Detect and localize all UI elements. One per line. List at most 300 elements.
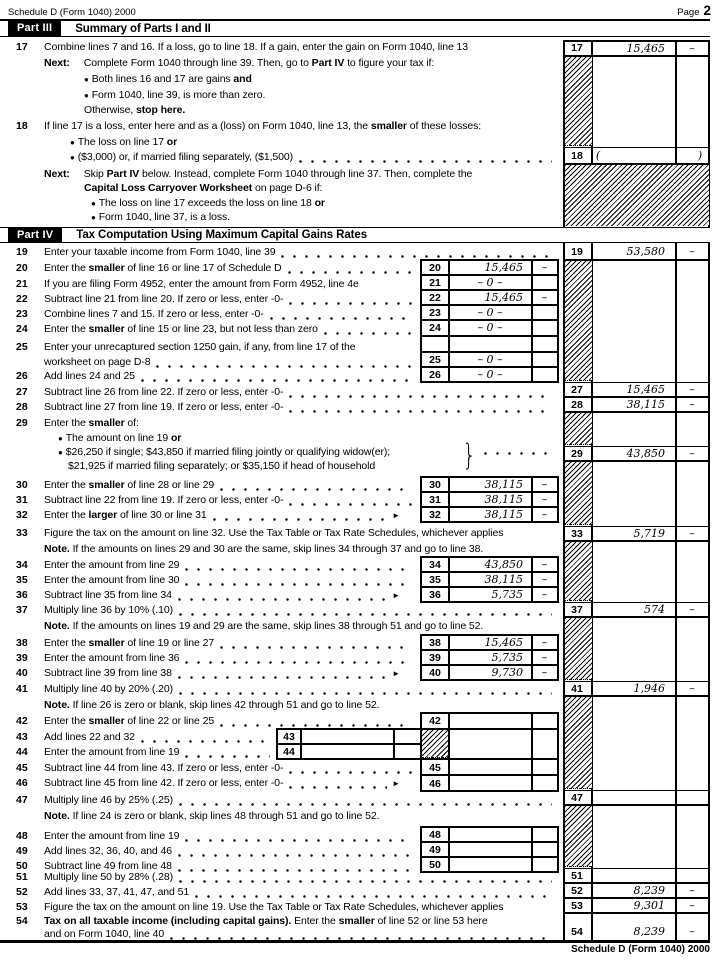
leader-dots: [288, 271, 412, 274]
form-text: smaller: [88, 479, 125, 491]
form-text: of:: [124, 417, 139, 429]
entry-cents-line-40[interactable]: –: [541, 666, 548, 679]
entry-amount-line-18[interactable]: [592, 148, 675, 163]
form-text: Figure the tax on the amount on line 32. Use the Tax Table or Tax Rate Schedules, whichever applies: [44, 527, 504, 539]
form-text: smaller: [338, 915, 375, 927]
part-iv-bar: [0, 227, 710, 243]
form-line-l49: [44, 845, 416, 858]
entry-cents-line-26[interactable]: [533, 368, 556, 381]
arrow-right-icon: ►: [392, 779, 400, 788]
box-line-number: 44: [283, 745, 295, 758]
entry-cents-line-46[interactable]: [533, 777, 556, 790]
line-number: 53: [16, 901, 28, 913]
form-text: Enter the: [44, 479, 89, 491]
bullet-icon: ●: [70, 137, 75, 147]
rule-line: [420, 601, 559, 603]
form-line-l46: [44, 777, 400, 790]
bullet-icon: ●: [70, 152, 75, 162]
form-text: Subtract line 49 from line 48: [44, 860, 172, 872]
entry-amount-line-23[interactable]: – 0 –: [477, 306, 503, 319]
leader-dots: [185, 839, 412, 842]
entry-cents-line-52[interactable]: –: [689, 884, 695, 897]
line-number: 45: [16, 762, 28, 774]
entry-cents-line-33[interactable]: –: [689, 527, 695, 540]
form-text: Note.: [44, 699, 70, 711]
entry-amount-line-44[interactable]: [302, 745, 392, 758]
rule-line: [557, 826, 559, 873]
form-line-l43: [44, 731, 274, 744]
form-line-l53: [44, 901, 558, 914]
box-line-number: 45: [429, 761, 441, 774]
rule-line: [420, 521, 559, 523]
form-line-note4: [44, 810, 558, 823]
form-text: stop here.: [136, 104, 186, 116]
entry-amount-line-34[interactable]: 43,850: [484, 558, 523, 571]
form-text: larger: [88, 509, 118, 521]
line-number: 46: [16, 777, 28, 789]
entry-cents-line-41[interactable]: –: [689, 682, 695, 695]
form-text: Figure the tax on the amount on line 19. Use the Tax Table or Tax Rate Schedules, whichever applies: [44, 901, 504, 913]
paren-close: ): [697, 149, 703, 162]
rule-line: [420, 335, 559, 337]
line-number: 26: [16, 370, 28, 382]
entry-amount-line-17[interactable]: 15,465: [626, 41, 665, 55]
form-line-l38: [44, 637, 416, 650]
line-number: 41: [16, 683, 28, 695]
form-text: smaller: [88, 715, 125, 727]
entry-amount-line-24[interactable]: – 0 –: [477, 321, 503, 334]
entry-amount-line-48[interactable]: [450, 828, 530, 841]
box-line-number: 22: [429, 291, 441, 304]
form-text: smaller: [370, 120, 407, 132]
form-text: $26,250 if single; $43,850 if married filing jointly or qualifying widow(er);: [65, 446, 391, 458]
entry-amount-line-31[interactable]: 38,115: [484, 493, 523, 506]
form-line-l18n1: [44, 168, 556, 181]
form-text: Add lines 33, 37, 41, 47, and 51: [44, 886, 190, 898]
page-header: [8, 3, 711, 18]
box-line-number: 25: [429, 353, 441, 366]
entry-amount-line-53[interactable]: 9,301: [633, 899, 665, 912]
leader-dots: [213, 518, 388, 521]
form-line-l18b4: [91, 211, 558, 224]
entry-amount-line-47[interactable]: [592, 791, 675, 804]
form-text: $21,925 if married filing separately; or $35,150 if head of household: [68, 460, 376, 472]
form-line-l29: [44, 417, 558, 430]
leader-dots: [299, 160, 552, 163]
line-number: 47: [16, 794, 28, 806]
entry-cents-line-24[interactable]: [533, 321, 556, 334]
form-text: Enter the amount from line 19: [44, 830, 180, 842]
entry-cents-line-48[interactable]: [533, 828, 556, 841]
rule-line: [708, 243, 710, 941]
form-line-l25b: [44, 356, 416, 369]
form-text: Enter the: [291, 915, 339, 927]
form-line-l18n2: [84, 182, 558, 195]
form-text: and on Form 1040, line 40: [44, 928, 165, 940]
bullet-icon: ●: [91, 212, 96, 222]
line-number: 23: [16, 308, 28, 320]
line-number: 21: [16, 278, 28, 290]
form-text: of line 22 or line 25: [124, 715, 215, 727]
hatched-area: [565, 697, 592, 789]
entry-cents-line-42[interactable]: [533, 714, 556, 727]
leader-dots: [141, 740, 270, 743]
entry-cents-line-17[interactable]: –: [689, 41, 695, 55]
form-line-l19: [44, 246, 556, 259]
form-text: Enter the amount from line 29: [44, 559, 180, 571]
form-text: Enter the: [44, 417, 89, 429]
leader-dots: [220, 724, 412, 727]
form-text: Subtract line 39 from line 38: [44, 667, 172, 679]
entry-amount-line-45[interactable]: [450, 761, 530, 774]
line-number: 25: [16, 341, 28, 353]
form-text: Subtract line 22 from line 19. If zero or less, enter -0-: [44, 494, 284, 506]
form-line-l27: [44, 386, 556, 399]
line-number: 38: [16, 637, 28, 649]
entry-amount-line-54[interactable]: 8,239: [633, 925, 665, 938]
box-line-number: 40: [429, 666, 441, 679]
entry-cents-line-54[interactable]: –: [689, 925, 695, 938]
entry-cents-line-29[interactable]: –: [689, 447, 695, 460]
box-line-number: 17: [571, 42, 583, 54]
box-line-number: 19: [571, 245, 583, 258]
box-line-number: 51: [571, 869, 583, 882]
form-text: ($3,000) or, if married filing separately, ($1,500): [77, 151, 294, 163]
leader-dots: [178, 854, 412, 857]
arrow-right-icon: ►: [392, 669, 400, 678]
form-line-l17b1: [84, 73, 558, 86]
entry-cents-line-25[interactable]: [533, 353, 556, 366]
hatched-area: [565, 57, 592, 146]
form-text: Enter the: [44, 262, 89, 274]
line-number: 35: [16, 574, 28, 586]
entry-cents-line-27[interactable]: –: [689, 383, 695, 396]
leader-dots: [170, 937, 552, 940]
entry-amount-line-28[interactable]: 38,115: [626, 398, 665, 411]
form-line-l45: [44, 762, 416, 775]
entry-amount-line-32[interactable]: 38,115: [484, 508, 523, 521]
entry-cents-line-49[interactable]: [533, 843, 556, 856]
leader-dots: [179, 613, 552, 616]
leader-dots: [289, 503, 412, 506]
form-text: Enter your taxable income from Form 1040, line 39: [44, 246, 276, 258]
leader-dots: [484, 452, 550, 455]
box-line-number: 54: [571, 926, 583, 938]
entry-amount-line-27[interactable]: 15,465: [626, 383, 665, 396]
form-text: smaller: [88, 637, 125, 649]
form-text: Add lines 24 and 25: [44, 370, 135, 382]
entry-amount-line-43[interactable]: [302, 730, 392, 743]
entry-cents-line-20[interactable]: –: [541, 261, 548, 274]
line-number: 31: [16, 494, 28, 506]
line-number: 40: [16, 667, 28, 679]
leader-dots: [289, 771, 412, 774]
form-text: Note.: [44, 543, 70, 555]
hatched-area: [565, 261, 592, 381]
entry-amount-line-19[interactable]: 53,580: [626, 245, 665, 258]
form-text: smaller: [88, 262, 125, 274]
leader-dots: [220, 488, 412, 491]
entry-amount-line-36[interactable]: 5,735: [491, 588, 523, 601]
box-line-number: 42: [429, 714, 441, 727]
entry-cents-line-39[interactable]: –: [541, 651, 548, 664]
form-line-l31: [44, 494, 416, 507]
leader-dots: [195, 895, 552, 898]
form-line-note3: [44, 699, 558, 712]
bullet-icon: ●: [84, 90, 89, 100]
form-text: Subtract line 44 from line 43. If zero or less, enter -0-: [44, 762, 284, 774]
entry-cents-line-18[interactable]: [676, 148, 708, 163]
form-text: If line 24 is zero or blank, skip lines 48 through 51 and go to line 52.: [69, 810, 380, 822]
form-line-l29b2a: [58, 446, 558, 459]
leader-dots: [156, 365, 412, 368]
form-line-l18b3: [91, 197, 558, 210]
leader-dots: [289, 410, 552, 413]
form-text: Multiply line 50 by 28% (.28): [44, 871, 173, 883]
hatched-area: [565, 806, 592, 867]
form-text: If line 26 is zero or blank, skip lines 42 through 51 and go to line 52.: [69, 699, 380, 711]
box-line-number: 23: [429, 306, 441, 319]
entry-amount-line-26[interactable]: – 0 –: [477, 368, 503, 381]
form-text: smaller: [88, 417, 125, 429]
form-text: Subtract line 35 from line 34: [44, 589, 172, 601]
hatched-area: [565, 542, 592, 601]
form-line-l47: [44, 794, 556, 807]
form-line-l54a: [44, 915, 558, 928]
box-line-number: 20: [429, 261, 441, 274]
form-line-l17next: [44, 57, 556, 70]
form-text: Combine lines 7 and 15. If zero or less, enter -0-: [44, 308, 264, 320]
form-line-l17: [44, 41, 556, 54]
box-line-number: 47: [571, 791, 583, 804]
bullet-icon: ●: [58, 447, 63, 457]
entry-cents-line-31[interactable]: –: [541, 493, 548, 506]
form-text: of line 28 or line 29: [124, 479, 215, 491]
line-number: 28: [16, 401, 28, 413]
leader-dots: [324, 332, 412, 335]
rule-line: [557, 556, 559, 603]
line-number: 24: [16, 323, 28, 335]
entry-cents-line-34[interactable]: –: [541, 558, 548, 571]
entry-cents-line-35[interactable]: –: [541, 573, 548, 586]
rule-line: [420, 774, 559, 776]
form-text: Enter the: [44, 715, 89, 727]
entry-amount-line-21[interactable]: – 0 –: [477, 276, 503, 289]
entry-amount-line-40[interactable]: 9,730: [491, 666, 523, 679]
line-number: 48: [16, 830, 28, 842]
entry-cents-line-23[interactable]: [533, 306, 556, 319]
box-line-number: 26: [429, 368, 441, 381]
form-text: Multiply line 40 by 20% (.20): [44, 683, 173, 695]
entry-cents-line-53[interactable]: –: [689, 899, 695, 912]
form-line-l40: [44, 667, 400, 680]
line-number: 49: [16, 845, 28, 857]
box-line-number: 50: [429, 858, 441, 871]
brace-symbol: }: [462, 438, 477, 472]
form-text: worksheet on page D-8: [44, 356, 151, 368]
form-line-l36: [44, 589, 400, 602]
line-number: 18: [16, 120, 28, 132]
entry-cents-line-19[interactable]: –: [689, 245, 695, 258]
entry-cents-line-45[interactable]: [533, 761, 556, 774]
entry-amount-line-35[interactable]: 38,115: [484, 573, 523, 586]
entry-amount-line-49[interactable]: [450, 843, 530, 856]
form-text: Capital Loss Carryover Worksheet: [84, 182, 253, 194]
box-line-number: 36: [429, 588, 441, 601]
box-line-number: 18: [571, 149, 583, 162]
form-line-l41: [44, 683, 556, 696]
entry-cents-line-30[interactable]: –: [541, 478, 548, 491]
form-text: Multiply line 36 by 10% (.10): [44, 604, 173, 616]
leader-dots: [185, 583, 412, 586]
box-line-number: 31: [429, 493, 441, 506]
entry-amount-line-30[interactable]: 38,115: [484, 478, 523, 491]
form-text: The amount on line 19: [65, 432, 171, 444]
line-number: 33: [16, 527, 28, 539]
form-text: Subtract line 26 from line 22. If zero or less, enter -0-: [44, 386, 284, 398]
form-line-l44: [44, 746, 274, 759]
form-text: Both lines 16 and 17 are gains: [91, 73, 234, 85]
form-text: Part IV: [106, 168, 140, 180]
form-line-l18b2: [70, 151, 556, 164]
rule-line: [420, 381, 559, 383]
entry-amount-line-33[interactable]: 5,719: [633, 527, 665, 540]
entry-amount-line-52[interactable]: 8,239: [633, 884, 665, 897]
form-text: Part IV: [311, 57, 345, 69]
part-iii-label: Part III: [8, 21, 61, 36]
form-text: Combine lines 7 and 16. If a loss, go to line 18. If a gain, enter the gain on Form 1040, line 13: [44, 41, 468, 53]
entry-amount-line-37[interactable]: 574: [644, 603, 665, 616]
form-text: to figure your tax if:: [344, 57, 435, 69]
entry-cents-line-32[interactable]: –: [541, 508, 548, 521]
entry-amount-line-29[interactable]: 43,850: [626, 447, 665, 460]
leader-dots: [178, 676, 387, 679]
page-footer: Schedule D (Form 1040) 2000: [571, 944, 710, 955]
form-text: Form 1040, line 37, is a loss.: [98, 211, 230, 223]
entry-cents-line-44[interactable]: [394, 745, 419, 758]
box-line-number: 27: [571, 383, 583, 396]
page-number: 2: [703, 3, 711, 18]
box-line-number: 41: [571, 682, 583, 695]
box-line-number: 32: [429, 508, 441, 521]
entry-cents-line-21[interactable]: [533, 276, 556, 289]
box-line-number: 39: [429, 651, 441, 664]
form-line-l35: [44, 574, 416, 587]
entry-cents-line-22[interactable]: –: [541, 291, 548, 304]
form-line-note2: [44, 620, 558, 633]
box-line-number: 29: [571, 447, 583, 460]
form-text: Note.: [44, 620, 70, 632]
form-text: Subtract line 21 from line 20. If zero or less, enter -0-: [44, 293, 284, 305]
hatched-area: [565, 413, 592, 445]
entry-cents-line-37[interactable]: –: [689, 603, 695, 616]
entry-amount-line-20[interactable]: 15,465: [484, 261, 523, 274]
form-line-l37: [44, 604, 556, 617]
form-text: or: [170, 432, 182, 444]
form-text: Multiply line 46 by 25% (.25): [44, 794, 173, 806]
form-text: or: [166, 136, 178, 148]
entry-cents-line-50[interactable]: [533, 858, 556, 871]
form-text: The loss on line 17: [77, 136, 167, 148]
form-line-l23: [44, 308, 416, 321]
form-line-l34: [44, 559, 416, 572]
part-iii-title: Summary of Parts I and II: [75, 22, 211, 35]
form-text: Otherwise,: [84, 104, 136, 116]
entry-amount-line-42[interactable]: [450, 714, 530, 727]
entry-amount-line-38[interactable]: 15,465: [484, 636, 523, 649]
box-line-number: 43: [283, 730, 295, 743]
hatched-area: [422, 730, 448, 758]
entry-cents-line-51[interactable]: [676, 869, 708, 882]
line-number: 36: [16, 589, 28, 601]
form-text: Complete Form 1040 through line 39. Then, go to: [83, 57, 312, 69]
entry-amount-line-46[interactable]: [450, 777, 530, 790]
leader-dots: [179, 803, 552, 806]
entry-amount-line-41[interactable]: 1,946: [633, 682, 665, 695]
line-number: 52: [16, 886, 28, 898]
line-number: 20: [16, 262, 28, 274]
box-line-number: 48: [429, 828, 441, 841]
entry-cents-line-47[interactable]: [676, 791, 708, 804]
leader-dots: [179, 880, 552, 883]
line-number: 30: [16, 479, 28, 491]
hatched-area: [565, 165, 709, 226]
form-line-l33: [44, 527, 558, 540]
form-text: Enter the: [44, 509, 89, 521]
leader-dots: [281, 255, 552, 258]
form-text: Next:: [44, 168, 70, 180]
form-text: Subtract line 27 from line 19. If zero or less, enter -0-: [44, 401, 284, 413]
line-number: 22: [16, 293, 28, 305]
rule-line: [0, 19, 710, 21]
entry-amount-line-25[interactable]: – 0 –: [477, 353, 503, 366]
entry-amount-line-22[interactable]: 15,465: [484, 291, 523, 304]
form-text: of line 30 or line 31: [117, 509, 207, 521]
rule-line: [675, 243, 677, 941]
bullet-icon: ●: [58, 433, 63, 443]
form-line-l39: [44, 652, 416, 665]
line-number: 39: [16, 652, 28, 664]
form-text: If the amounts on lines 19 and 29 are the same, skip lines 38 through 51 and go to line 52.: [69, 620, 484, 632]
rule-line: [420, 790, 559, 792]
form-text: of line 15 or line 23, but not less than zero: [124, 323, 318, 335]
form-line-l52: [44, 886, 556, 899]
entry-amount-line-39[interactable]: 5,735: [491, 651, 523, 664]
form-line-l28: [44, 401, 556, 414]
form-text: of line 16 or line 17 of Schedule D: [124, 262, 282, 274]
entry-cents-line-36[interactable]: –: [541, 588, 548, 601]
entry-cents-line-43[interactable]: [394, 730, 419, 743]
form-line-l30: [44, 479, 416, 492]
form-text: Next:: [44, 57, 70, 69]
entry-cents-line-28[interactable]: –: [689, 398, 695, 411]
rule-line: [557, 476, 559, 523]
leader-dots: [185, 661, 412, 664]
form-text: Enter the: [44, 323, 89, 335]
part-iii-bar: [0, 21, 710, 37]
form-text: Add lines 22 and 32: [44, 731, 135, 743]
entry-cents-line-38[interactable]: –: [541, 636, 548, 649]
form-line-l29b2b: [68, 460, 558, 473]
form-text: below. Instead, complete Form 1040 through line 37. Then, complete the: [139, 168, 473, 180]
line-number: 19: [16, 246, 28, 258]
form-line-l48: [44, 830, 416, 843]
form-text: or: [314, 197, 325, 209]
form-text: If you are filing Form 4952, enter the amount from Form 4952, line 4e: [44, 278, 359, 290]
arrow-right-icon: ►: [392, 511, 400, 520]
entry-amount-line-50[interactable]: [450, 858, 530, 871]
entry-amount-line-51[interactable]: [592, 869, 675, 882]
